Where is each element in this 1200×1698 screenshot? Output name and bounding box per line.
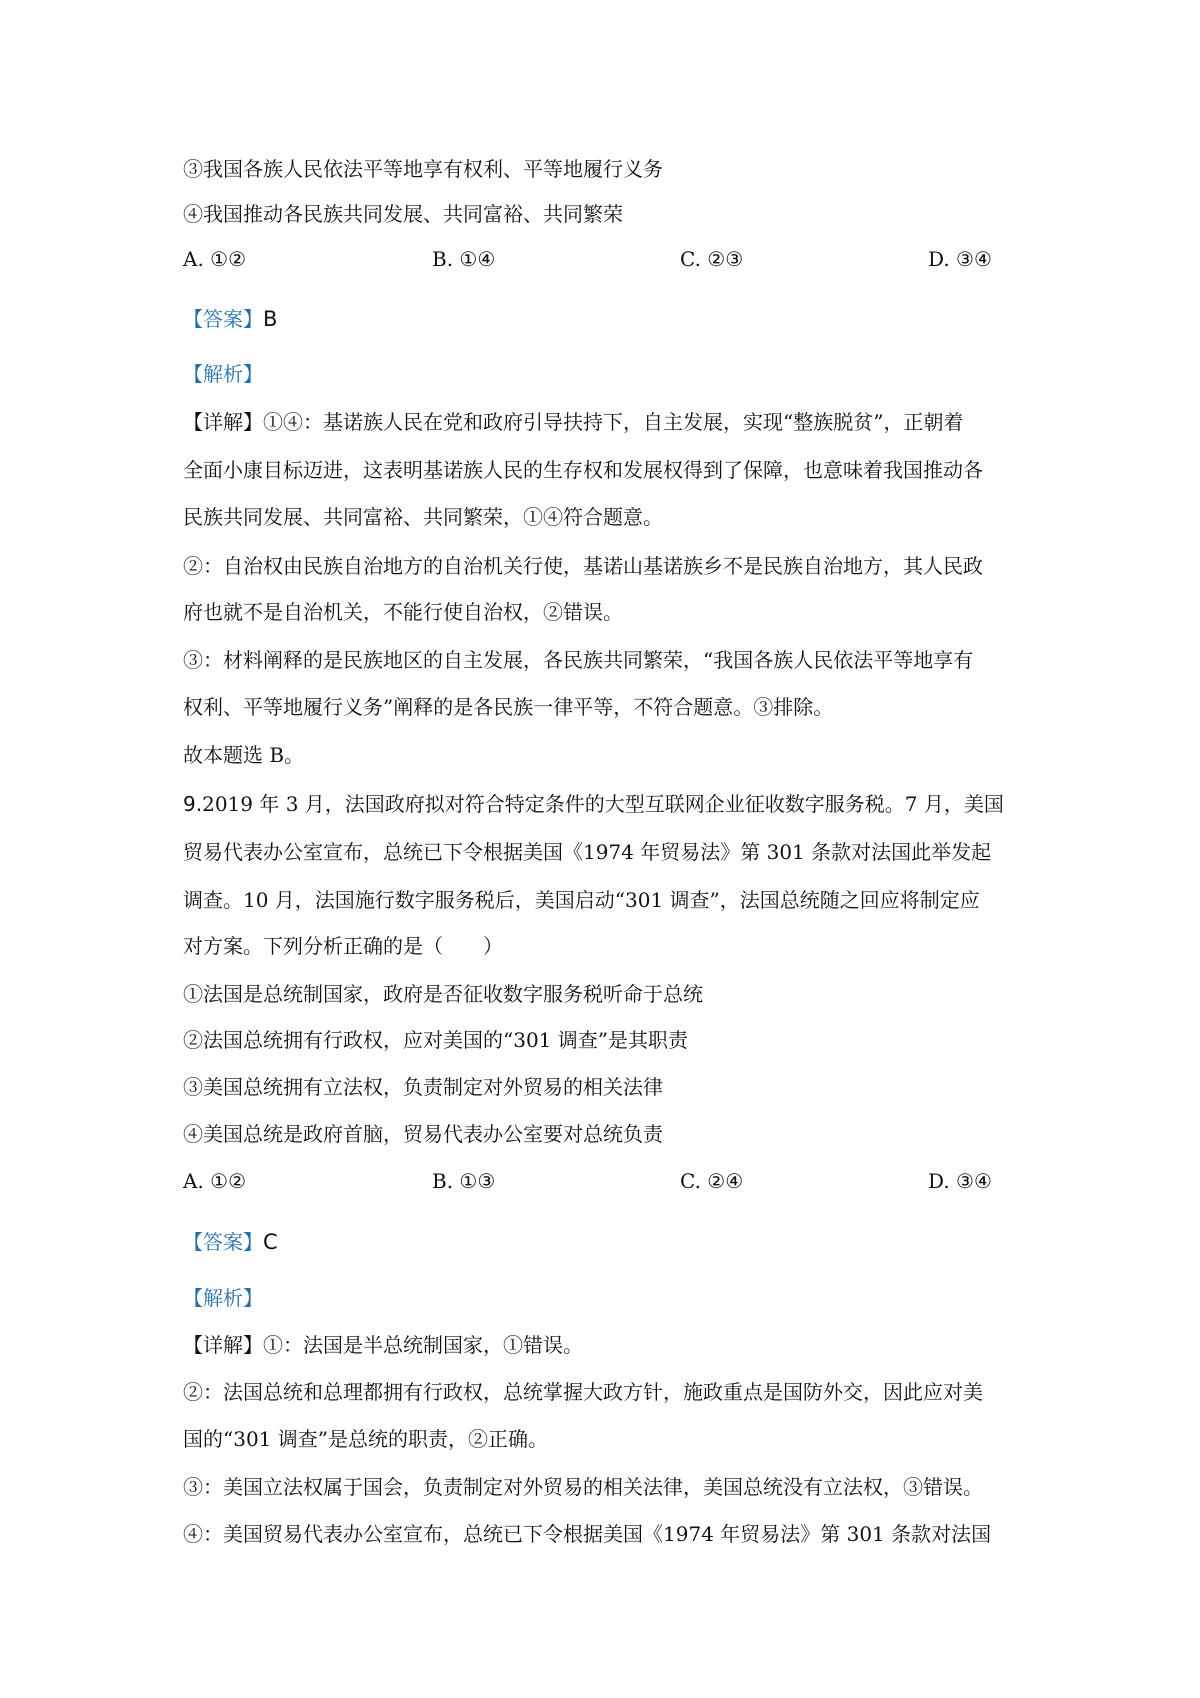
q9-number: 9. xyxy=(183,792,203,816)
q9-detail-line-5: ④：美国贸易代表办公室宣布，总统已下令根据美国《1974 年贸易法》第 301 条款对法国 xyxy=(183,1522,992,1546)
q9-item-1: ①法国是总统制国家，政府是否征收数字服务税听命于总统 xyxy=(183,982,703,1006)
q8-detail-line-6: ③：材料阐释的是民族地区的自主发展，各民族共同繁荣，“我国各族人民依法平等地享有 xyxy=(183,648,974,672)
q9-stem-line-2: 贸易代表办公室宣布，总统已下令根据美国《1974 年贸易法》第 301 条款对法国此举发起 xyxy=(183,840,992,864)
q9-item-2: ②法国总统拥有行政权，应对美国的“301 调查”是其职责 xyxy=(183,1028,688,1052)
q8-item-3: ③我国各族人民依法平等地享有权利、平等地履行义务 xyxy=(183,157,663,181)
q8-option-c: C. ②③ xyxy=(680,247,744,271)
q9-stem-line-3: 调查。10 月，法国施行数字服务税后，美国启动“301 调查”，法国总统随之回应将制定应 xyxy=(183,888,980,912)
q9-answer-label: 【答案】 xyxy=(183,1230,263,1254)
q9-answer-value: C xyxy=(263,1230,278,1254)
q8-detail-text-1: ①④：基诺族人民在党和政府引导扶持下，自主发展，实现“整族脱贫”，正朝着 xyxy=(263,410,964,434)
q8-answer-value: B xyxy=(263,307,278,331)
q8-detail-line-4: ②：自治权由民族自治地方的自治机关行使，基诺山基诺族乡不是民族自治地方，其人民政 xyxy=(183,554,983,578)
q9-stem-text-1: 2019 年 3 月，法国政府拟对符合特定条件的大型互联网企业征收数字服务税。7 月，美国 xyxy=(202,792,1004,816)
q9-analysis-label: 【解析】 xyxy=(183,1286,263,1310)
q8-option-b: B. ①④ xyxy=(432,247,496,271)
q9-stem-line-4: 对方案。下列分析正确的是（ ） xyxy=(183,934,503,958)
q8-option-a: A. ①② xyxy=(183,247,247,271)
q8-answer xyxy=(183,305,277,333)
q9-detail-label: 【详解】 xyxy=(183,1333,263,1357)
q9-detail-line-4: ③：美国立法权属于国会，负责制定对外贸易的相关法律，美国总统没有立法权，③错误。 xyxy=(183,1475,983,1499)
q9-stem-line-1 xyxy=(183,790,1004,818)
q8-item-4: ④我国推动各民族共同发展、共同富裕、共同繁荣 xyxy=(183,202,623,226)
q8-detail-line-1 xyxy=(183,408,963,436)
q8-detail-line-3: 民族共同发展、共同富裕、共同繁荣，①④符合题意。 xyxy=(183,505,663,529)
q8-detail-line-7: 权利、平等地履行义务”阐释的是各民族一律平等，不符合题意。③排除。 xyxy=(183,695,834,719)
q8-option-d: D. ③④ xyxy=(928,247,992,271)
q9-answer xyxy=(183,1228,278,1256)
q8-analysis-label: 【解析】 xyxy=(183,362,263,386)
q9-option-a: A. ①② xyxy=(183,1169,247,1193)
q8-answer-label: 【答案】 xyxy=(183,307,263,331)
q9-option-c: C. ②④ xyxy=(680,1169,744,1193)
q9-detail-text-1: ①：法国是半总统制国家，①错误。 xyxy=(263,1333,583,1357)
q9-option-d: D. ③④ xyxy=(928,1169,992,1193)
q9-detail-line-2: ②：法国总统和总理都拥有行政权，总统掌握大政方针，施政重点是国防外交，因此应对美 xyxy=(183,1380,983,1404)
q9-detail-line-1 xyxy=(183,1331,583,1359)
q9-detail-line-3: 国的“301 调查”是总统的职责，②正确。 xyxy=(183,1427,548,1451)
q9-item-3: ③美国总统拥有立法权，负责制定对外贸易的相关法律 xyxy=(183,1075,663,1099)
q8-detail-label: 【详解】 xyxy=(183,410,263,434)
q8-detail-line-5: 府也就不是自治机关，不能行使自治权，②错误。 xyxy=(183,600,623,624)
q8-detail-line-2: 全面小康目标迈进，这表明基诺族人民的生存权和发展权得到了保障，也意味着我国推动各 xyxy=(183,458,983,482)
q9-option-b: B. ①③ xyxy=(432,1169,496,1193)
q8-conclusion: 故本题选 B。 xyxy=(183,743,305,767)
q9-item-4: ④美国总统是政府首脑，贸易代表办公室要对总统负责 xyxy=(183,1122,663,1146)
